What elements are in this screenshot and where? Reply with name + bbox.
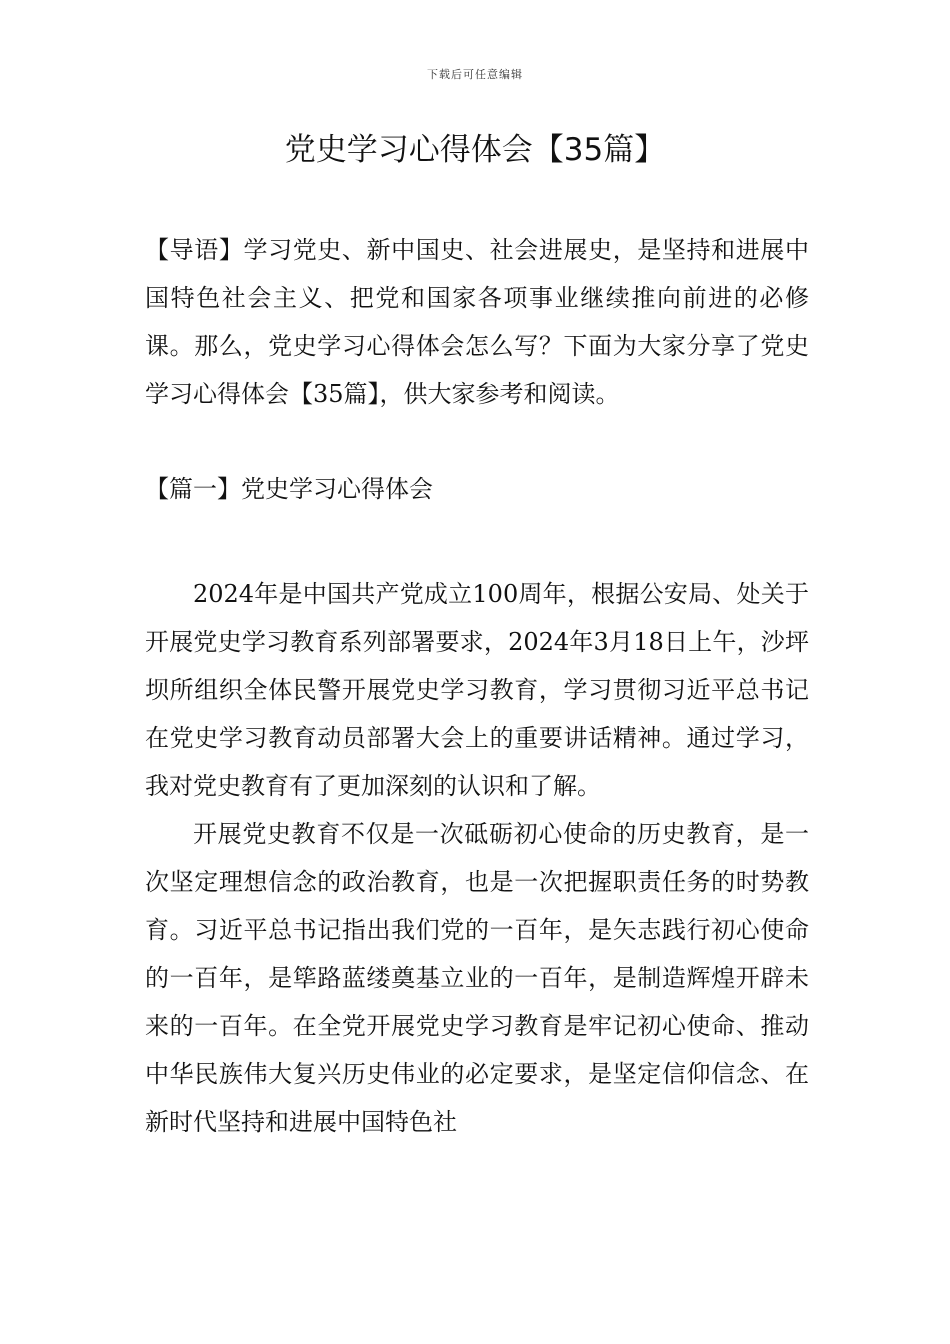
body-paragraph-1: 2024年是中国共产党成立100周年，根据公安局、处关于开展党史学习教育系列部署要求，2024年3月18日上午，沙坪坝所组织全体民警开展党史学习教育，学习贯彻习近平总书记在党史学习教育动员部署大会上的重要讲话精神。通过学习，我对党史教育有了更加深刻的认识和了解。 (145, 580, 809, 800)
document-body (145, 226, 809, 1146)
document-title: 党史学习心得体会【35篇】 (284, 132, 666, 168)
intro-paragraph: 【导语】学习党史、新中国史、社会进展史，是坚持和进展中国特色社会主义、把党和国家各项事业继续推向前进的必修课。那么，党史学习心得体会怎么写？下面为大家分享了党史学习心得体会【35篇】，供大家参考和阅读。 (145, 236, 809, 408)
section-title: 【篇一】党史学习心得体会 (145, 475, 433, 503)
body-paragraph-2: 开展党史教育不仅是一次砥砺初心使命的历史教育，是一次坚定理想信念的政治教育，也是一次把握职责任务的时势教育。习近平总书记指出我们党的一百年，是矢志践行初心使命的一百年，是筚路蓝缕奠基立业的一百年，是制造辉煌开辟未来的一百年。在全党开展党史学习教育是牢记初心使命、推动中华民族伟大复兴历史伟业的必定要求，是坚定信仰信念、在新时代坚持和进展中国特色社 (145, 820, 809, 1136)
header-note: 下载后可任意编辑 (427, 68, 523, 81)
